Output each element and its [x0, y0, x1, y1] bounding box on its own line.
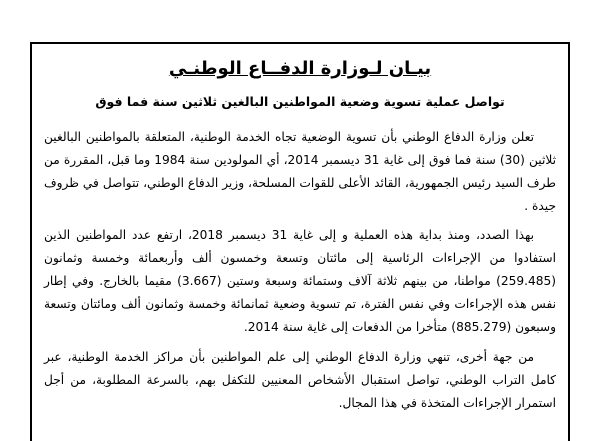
- paragraph-2: بهذا الصدد، ومنذ بداية هذه العملية و إلى غاية 31 ديسمبر 2018، ارتفع عدد المواطنين الذين استفادوا من الإجراءات الرئاسية إلى مائتان وتسعة وخمسون ألف وأربعمائة وخمسة وثمانون (259.485) مواطنا، من بينهم ثلاثة آلاف وستمائة وسبعة وستين (3.667) مقيما بالخارج. وفي إطار نفس هذه الإجراءات وفي نفس الفترة، تم تسوية وضعية ثمانمائة وخمسة وثمانون ألف ومائتان وتسعة وسبعون (885.279) متأخرا من الدفعات إلى غاية سنة 2014.: [44, 228, 556, 334]
- document-subtitle: تواصل عملية تسوية وضعية المواطنين البالغين ثلاثين سنة فما فوق: [95, 94, 505, 109]
- paragraph-3: من جهة أخرى، تنهي وزارة الدفاع الوطني إلى علم المواطنين بأن مراكز الخدمة الوطنية، عبر كامل التراب الوطني، تواصل استقبال الأشخاص المعنيين للتكفل بهم، بالسرعة المطلوبة، من أجل استمرار الإجراءات المتخذة في هذا المجال.: [44, 350, 556, 410]
- paragraph-1: تعلن وزارة الدفاع الوطني بأن تسوية الوضعية تجاه الخدمة الوطنية، المتعلقة بالمواطنين البالغين ثلاثين (30) سنة فما فوق إلى غاية 31 ديسمبر 2014، أي المولودين سنة 1984 وما قبل، المقررة من طرف السيد رئيس الجمهورية، القائد الأعلى للقوات المسلحة، وزير الدفاع الوطني، تتواصل في ظروف جيدة .: [44, 130, 557, 213]
- document-frame: [30, 42, 570, 441]
- document-title: بيـان لـوزارة الدفــاع الوطنـي: [168, 58, 432, 79]
